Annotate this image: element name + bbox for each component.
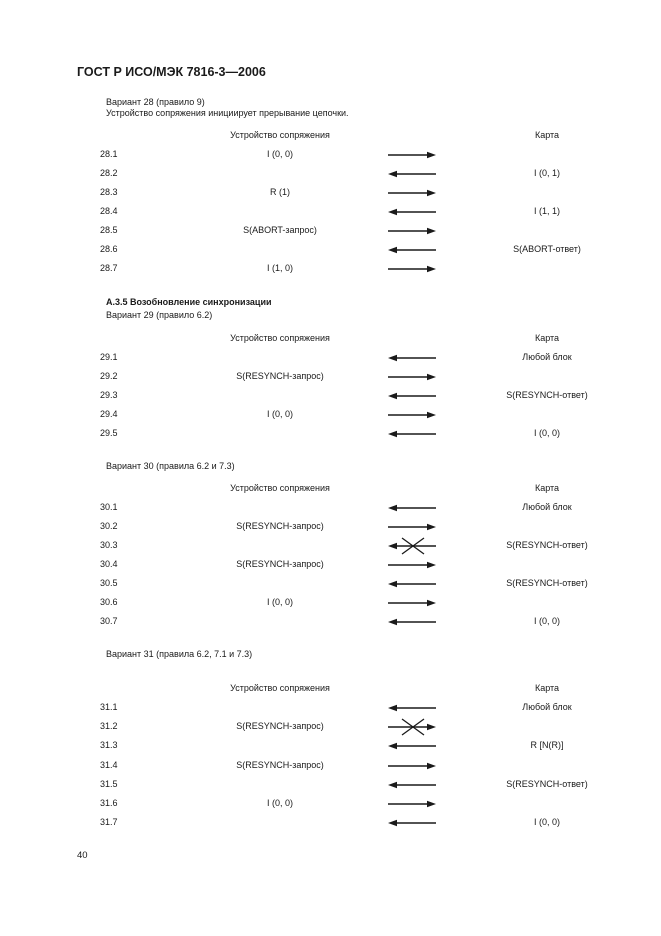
exchange-row (0, 263, 661, 277)
document-header: ГОСТ Р ИСО/МЭК 7816-3—2006 (77, 65, 266, 79)
step-number: 31.6 (100, 798, 118, 808)
card-block-label: S(RESYNCH-ответ) (506, 540, 588, 550)
arrow-left-icon (384, 499, 440, 517)
step-number: 30.3 (100, 540, 118, 550)
device-block-label: R (1) (270, 187, 290, 197)
exchange-row (0, 702, 661, 716)
step-number: 30.1 (100, 502, 118, 512)
device-block-label: S(RESYNCH-запрос) (236, 371, 324, 381)
arrow-right-icon (384, 406, 440, 424)
device-block-label: I (1, 0) (266, 263, 294, 273)
exchange-row (0, 740, 661, 754)
step-number: 28.6 (100, 244, 118, 254)
step-number: 28.4 (100, 206, 118, 216)
exchange-row (0, 187, 661, 201)
arrow-left-icon (384, 165, 440, 183)
step-number: 28.2 (100, 168, 118, 178)
exchange-row (0, 616, 661, 630)
device-block-label: S(RESYNCH-запрос) (236, 559, 324, 569)
arrow-right-icon (384, 184, 440, 202)
card-block-label: I (1, 1) (533, 206, 561, 216)
device-block-label: S(ABORT-запрос) (243, 225, 317, 235)
exchange-row (0, 779, 661, 793)
card-block-label: I (0, 0) (533, 616, 561, 626)
arrow-left-icon (384, 387, 440, 405)
block-intro-line: Вариант 30 (правила 6.2 и 7.3) (106, 461, 235, 471)
exchange-row (0, 371, 661, 385)
arrow-left-icon (384, 241, 440, 259)
exchange-row (0, 428, 661, 442)
section-title: А.3.5 Возобновление синхронизации (106, 297, 272, 307)
exchange-row (0, 817, 661, 831)
step-number: 28.3 (100, 187, 118, 197)
column-header-device: Устройство сопряжения (230, 130, 330, 140)
step-number: 28.5 (100, 225, 118, 235)
arrow-left-icon (384, 776, 440, 794)
step-number: 29.2 (100, 371, 118, 381)
arrow-left-icon (384, 737, 440, 755)
card-block-label: S(ABORT-ответ) (513, 244, 581, 254)
exchange-row (0, 521, 661, 535)
column-header-card: Карта (534, 483, 560, 493)
column-header-device: Устройство сопряжения (230, 483, 330, 493)
card-block-label: S(RESYNCH-ответ) (506, 578, 588, 588)
device-block-label: S(RESYNCH-запрос) (236, 521, 324, 531)
exchange-row (0, 597, 661, 611)
step-number: 31.7 (100, 817, 118, 828)
device-block-label: I (0, 0) (266, 597, 294, 607)
device-block-label: I (0, 0) (266, 149, 294, 159)
exchange-row (0, 206, 661, 220)
device-block-label: S(RESYNCH-запрос) (236, 759, 324, 770)
step-number: 29.4 (100, 409, 118, 419)
step-number: 28.1 (100, 149, 118, 159)
card-block-label: Любой блок (522, 702, 572, 712)
exchange-row (0, 540, 661, 554)
arrow-left-icon (384, 575, 440, 593)
exchange-row (0, 352, 661, 366)
arrow-right-icon (384, 556, 440, 574)
step-number: 29.5 (100, 428, 118, 438)
column-header-card: Карта (534, 130, 560, 140)
card-block-label: Любой блок (522, 502, 572, 512)
exchange-row (0, 578, 661, 592)
step-number: 29.3 (100, 390, 118, 400)
step-number: 31.2 (100, 721, 118, 732)
card-block-label: R [N(R)] (530, 740, 564, 751)
card-block-label: S(RESYNCH-ответ) (506, 390, 588, 400)
exchange-row (0, 225, 661, 239)
arrow-left-icon (384, 613, 440, 631)
block-intro-line: Вариант 28 (правило 9) (106, 97, 205, 107)
page-number: 40 (77, 850, 88, 861)
step-number: 31.5 (100, 778, 118, 789)
arrow-left-icon (384, 537, 440, 555)
block-intro-line: Устройство сопряжения инициирует прерывание цепочки. (106, 108, 349, 118)
exchange-row (0, 168, 661, 182)
step-number: 31.4 (100, 759, 118, 770)
card-block-label: Любой блок (522, 352, 572, 362)
arrow-right-icon (384, 518, 440, 536)
column-header-device: Устройство сопряжения (230, 683, 330, 693)
column-header-device: Устройство сопряжения (230, 333, 330, 343)
step-number: 31.3 (100, 740, 118, 751)
arrow-left-icon (384, 203, 440, 221)
exchange-row (0, 798, 661, 812)
step-number: 30.6 (100, 597, 118, 607)
arrow-left-icon (384, 425, 440, 443)
step-number: 30.5 (100, 578, 118, 588)
exchange-row (0, 390, 661, 404)
device-block-label: I (0, 0) (266, 798, 294, 808)
exchange-row (0, 149, 661, 163)
arrow-right-icon (384, 260, 440, 278)
column-header-card: Карта (534, 333, 560, 343)
step-number: 30.2 (100, 521, 118, 531)
arrow-right-icon (384, 718, 440, 736)
card-block-label: I (0, 0) (533, 817, 561, 828)
step-number: 30.7 (100, 616, 118, 626)
exchange-row (0, 502, 661, 516)
block-intro-line: Вариант 29 (правило 6.2) (106, 310, 213, 320)
arrow-right-icon (384, 368, 440, 386)
arrow-left-icon (384, 349, 440, 367)
step-number: 29.1 (100, 352, 118, 362)
device-block-label: I (0, 0) (266, 409, 294, 419)
card-block-label: I (0, 1) (533, 168, 561, 178)
block-intro-line: Вариант 31 (правила 6.2, 7.1 и 7.3) (106, 649, 253, 659)
device-block-label: S(RESYNCH-запрос) (236, 721, 324, 732)
arrow-right-icon (384, 795, 440, 813)
card-block-label: I (0, 0) (533, 428, 561, 438)
exchange-row (0, 721, 661, 735)
exchange-row (0, 409, 661, 423)
exchange-row (0, 760, 661, 774)
arrow-left-icon (384, 699, 440, 717)
arrow-right-icon (384, 146, 440, 164)
arrow-right-icon (384, 222, 440, 240)
card-block-label: S(RESYNCH-ответ) (506, 778, 588, 789)
step-number: 30.4 (100, 559, 118, 569)
arrow-left-icon (384, 814, 440, 832)
step-number: 31.1 (100, 702, 118, 712)
exchange-row (0, 559, 661, 573)
arrow-right-icon (384, 594, 440, 612)
arrow-right-icon (384, 757, 440, 775)
exchange-row (0, 244, 661, 258)
column-header-card: Карта (534, 683, 560, 693)
step-number: 28.7 (100, 263, 118, 273)
